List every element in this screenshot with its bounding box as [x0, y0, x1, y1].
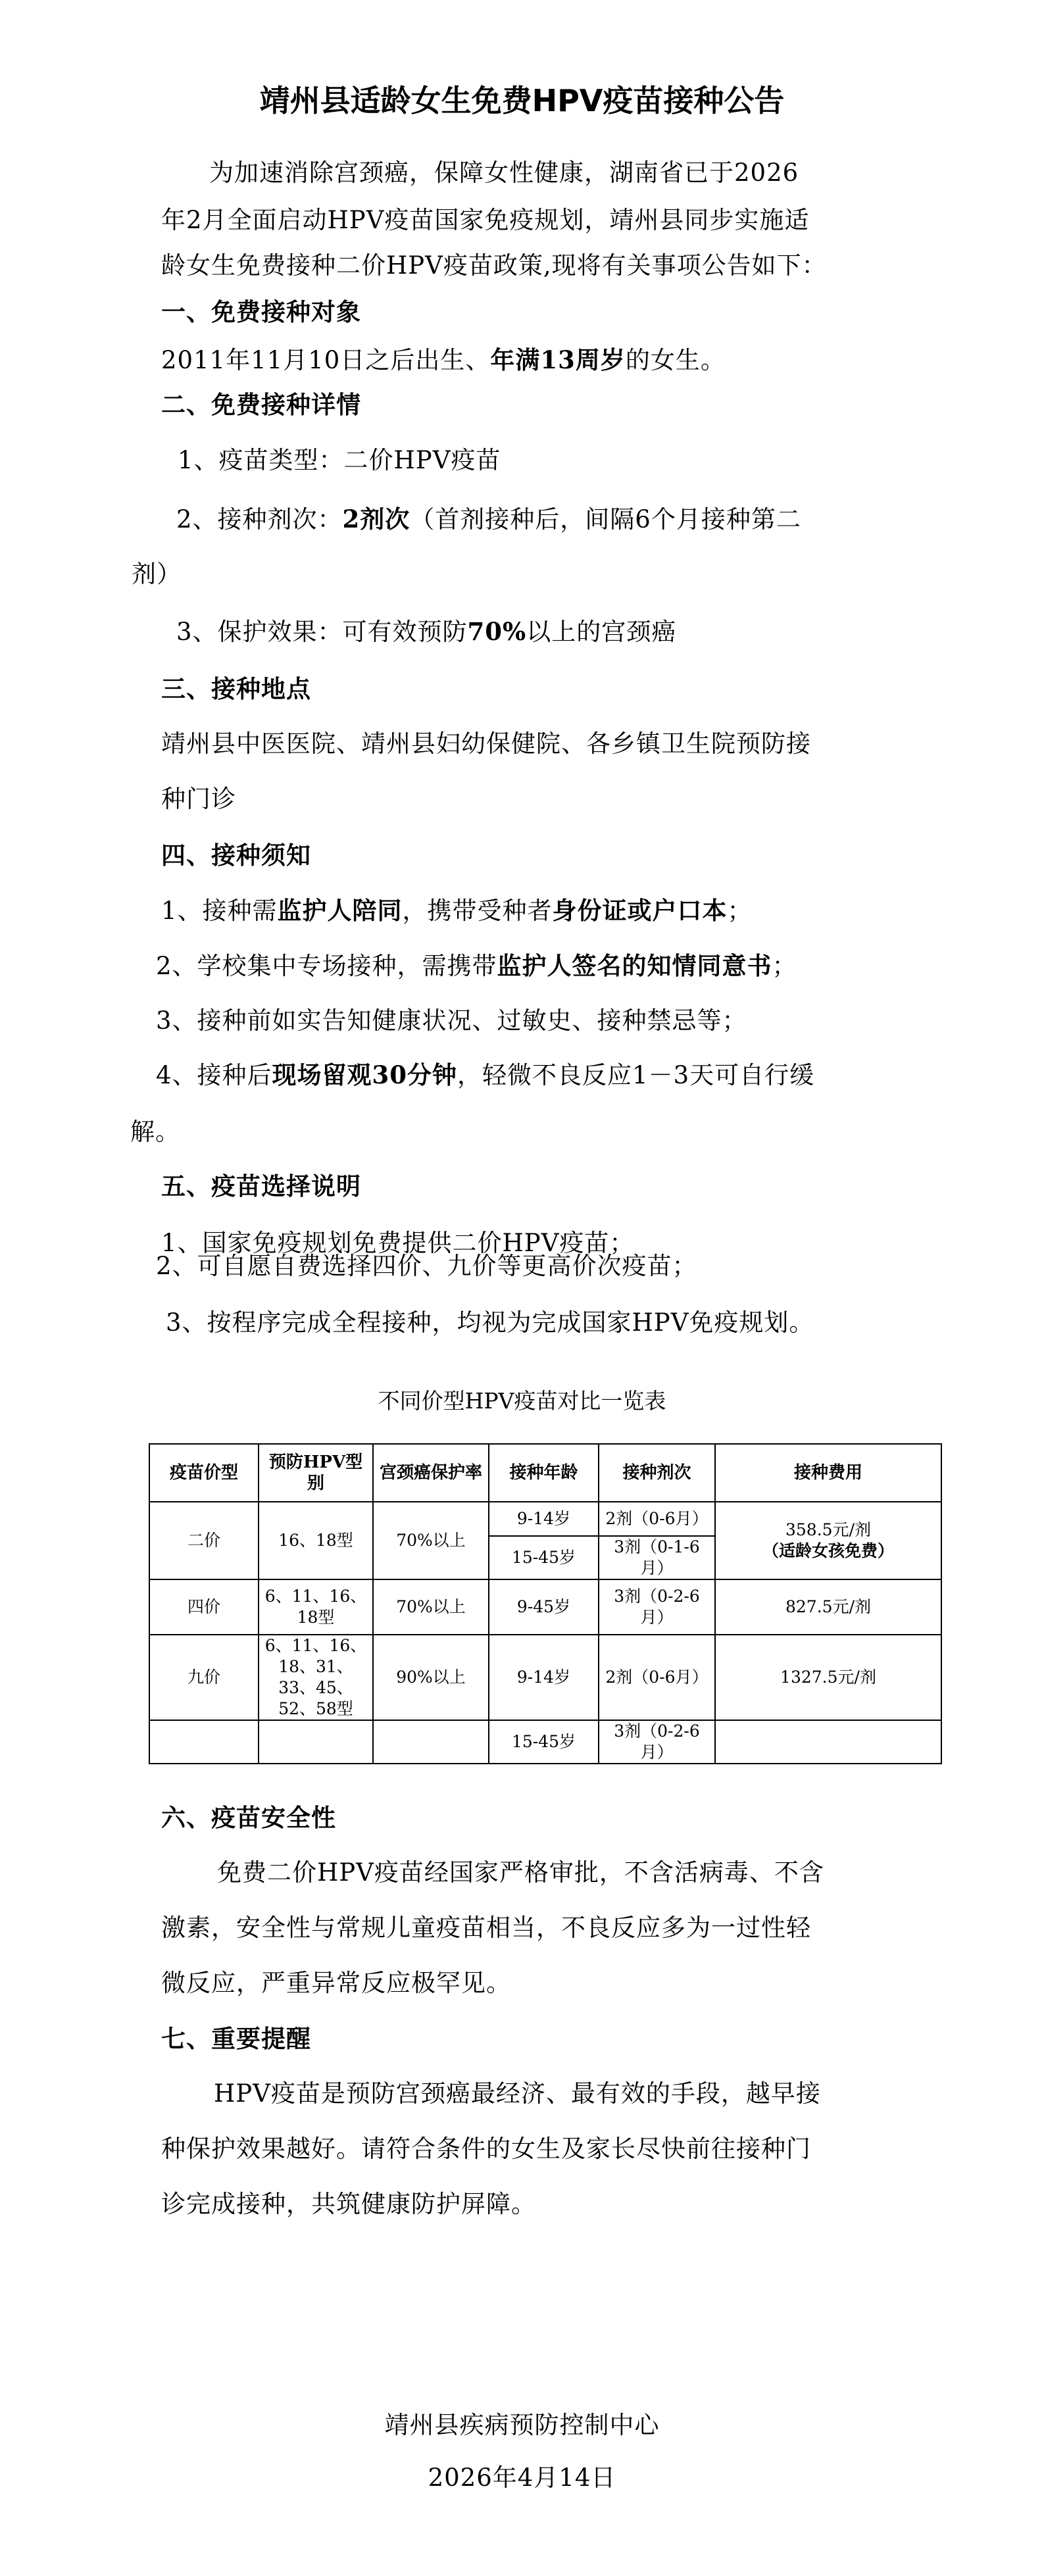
section-6-line-1: 免费二价HPV疫苗经国家严格审批，不含活病毒、不含 — [217, 1858, 824, 1887]
cell-protection: 70%以上 — [373, 1579, 489, 1635]
cell-doses: 3剂（0-2-6月） — [599, 1579, 715, 1635]
cell-empty — [149, 1720, 259, 1764]
col-header-doses: 接种剂次 — [599, 1444, 715, 1502]
cell-price: 1327.5元/剂 — [715, 1635, 941, 1720]
section-5-heading: 五、疫苗选择说明 — [161, 1172, 361, 1201]
intro-line-3: 龄女生免费接种二价HPV疫苗政策,现将有关事项公告如下： — [161, 251, 827, 280]
section-4-heading: 四、接种须知 — [161, 841, 311, 870]
cell-age: 15-45岁 — [489, 1536, 599, 1579]
section-4-item-4: 4、接种后现场留观30分钟，轻微不良反应1－3天可自行缓 — [156, 1060, 815, 1089]
section-2-item-3: 3、保护效果：可有效预防70%以上的宫颈癌 — [176, 617, 677, 646]
section-2-item-2-cont: 剂） — [132, 560, 182, 588]
cell-empty — [373, 1720, 489, 1764]
cell-age: 15-45岁 — [489, 1720, 599, 1764]
cell-doses: 3剂（0-1-6月） — [599, 1536, 715, 1579]
section-1-heading: 一、免费接种对象 — [161, 297, 361, 326]
section-7-heading: 七、重要提醒 — [161, 2024, 311, 2053]
section-6-line-3: 微反应，严重异常反应极罕见。 — [161, 1969, 511, 1997]
cell-age: 9-14岁 — [489, 1502, 599, 1536]
issue-date: 2026年4月14日 — [428, 2464, 616, 2492]
section-1-body: 2011年11月10日之后出生、年满13周岁的女生。 — [161, 345, 726, 374]
table-row-quadrivalent — [149, 1579, 941, 1635]
cell-age: 9-45岁 — [489, 1579, 599, 1635]
cell-type: 九价 — [149, 1635, 259, 1720]
col-header-price: 接种费用 — [715, 1444, 941, 1502]
section-7-line-3: 诊完成接种，共筑健康防护屏障。 — [161, 2190, 536, 2218]
cell-doses: 3剂（0-2-6月） — [599, 1720, 715, 1764]
section-2-item-1: 1、疫苗类型：二价HPV疫苗 — [178, 446, 501, 474]
vaccine-comparison-table — [149, 1443, 942, 1764]
cell-price — [715, 1502, 941, 1579]
price-note: （适龄女孩免费） — [762, 1541, 894, 1560]
section-3-heading: 三、接种地点 — [161, 674, 311, 703]
page-title: 靖州县适龄女生免费HPV疫苗接种公告 — [259, 83, 785, 118]
section-7-line-1: HPV疫苗是预防宫颈癌最经济、最有效的手段，越早接 — [214, 2079, 821, 2108]
section-3-line-1: 靖州县中医医院、靖州县妇幼保健院、各乡镇卫生院预防接 — [161, 730, 811, 758]
cell-empty — [259, 1720, 373, 1764]
cell-type: 二价 — [149, 1502, 259, 1579]
cell-protection: 70%以上 — [373, 1502, 489, 1579]
cell-type: 四价 — [149, 1579, 259, 1635]
section-5-item-1: 1、国家免疫规划免费提供二价HPV疫苗； — [161, 1229, 635, 1257]
section-2-item-2: 2、接种剂次：2剂次（首剂接种后，间隔6个月接种第二 — [176, 505, 801, 533]
intro-line-2: 年2月全面启动HPV疫苗国家免疫规划，靖州县同步实施适 — [161, 206, 810, 234]
section-5-item-2: 2、可自愿自费选择四价、九价等更高价次疫苗； — [156, 1252, 697, 1280]
cell-empty — [715, 1720, 941, 1764]
table-row-bivalent — [149, 1502, 941, 1536]
section-5-item-3: 3、按程序完成全程接种，均视为完成国家HPV免疫规划。 — [166, 1308, 814, 1337]
cell-strains: 6、11、16、18型 — [259, 1579, 373, 1635]
section-4-item-2: 2、学校集中专场接种，需携带监护人签名的知情同意书； — [156, 951, 797, 980]
table-title: 不同价型HPV疫苗对比一览表 — [378, 1388, 666, 1414]
table-row-nonavalent — [149, 1635, 941, 1720]
section-6-line-2: 激素，安全性与常规儿童疫苗相当，不良反应多为一过性轻 — [161, 1914, 811, 1942]
col-header-age: 接种年龄 — [489, 1444, 599, 1502]
cell-doses: 2剂（0-6月） — [599, 1635, 715, 1720]
cell-strains: 16、18型 — [259, 1502, 373, 1579]
table-row-nonavalent-sub — [149, 1720, 941, 1764]
cell-strains: 6、11、16、18、31、33、45、52、58型 — [259, 1635, 373, 1720]
price-value: 358.5元/剂 — [785, 1520, 871, 1539]
cell-protection: 90%以上 — [373, 1635, 489, 1720]
col-header-protection: 宫颈癌保护率 — [373, 1444, 489, 1502]
cell-age: 9-14岁 — [489, 1635, 599, 1720]
section-4-item-3: 3、接种前如实告知健康状况、过敏史、接种禁忌等； — [156, 1006, 747, 1035]
table-header-row — [149, 1444, 941, 1502]
col-header-type: 疫苗价型 — [149, 1444, 259, 1502]
section-2-heading: 二、免费接种详情 — [161, 390, 361, 419]
section-4-item-4-cont: 解。 — [130, 1118, 180, 1146]
section-6-heading: 六、疫苗安全性 — [161, 1803, 336, 1832]
section-4-item-1: 1、接种需监护人陪同，携带受种者身份证或户口本； — [161, 896, 753, 925]
section-3-line-2: 种门诊 — [161, 785, 236, 813]
cell-doses: 2剂（0-6月） — [599, 1502, 715, 1536]
col-header-strains: 预防HPV型别 — [259, 1444, 373, 1502]
issuing-organization: 靖州县疾病预防控制中心 — [384, 2411, 660, 2439]
cell-price: 827.5元/剂 — [715, 1579, 941, 1635]
section-7-line-2: 种保护效果越好。请符合条件的女生及家长尽快前往接种门 — [161, 2135, 811, 2163]
intro-line-1: 为加速消除宫颈癌，保障女性健康，湖南省已于2026 — [209, 159, 799, 187]
